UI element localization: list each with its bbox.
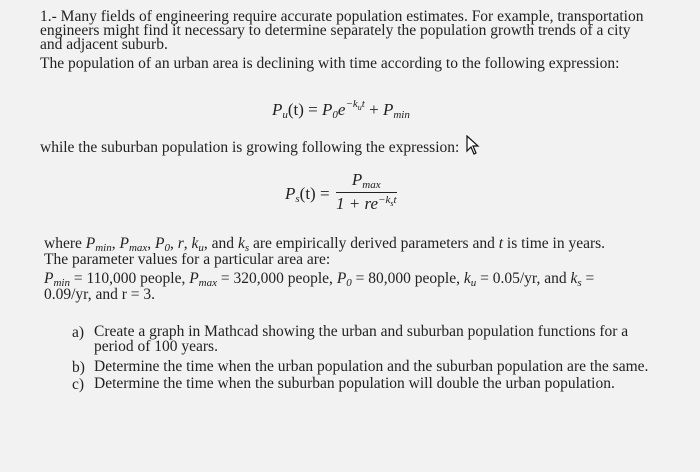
task-b-line-1: Determine the time when the urban population and the suburban population are the same. <box>94 358 649 375</box>
param-symbol: k <box>463 270 471 287</box>
params-text: , <box>169 235 178 252</box>
params-text: , <box>147 235 156 252</box>
eq-subscript: u <box>357 103 362 112</box>
suburban-equation-lhs <box>285 184 330 205</box>
suburban-sentence: while the suburban population is growing following the expression: <box>40 139 460 156</box>
eq-symbol: e <box>337 100 346 119</box>
param-subscript: min <box>95 242 112 254</box>
fraction-denominator <box>336 193 397 214</box>
param-value: = 110,000 people, <box>69 270 190 287</box>
eq-symbol: P <box>285 184 296 203</box>
params-text: where <box>44 235 86 252</box>
eq-exponent: t <box>361 98 365 110</box>
param-subscript: u <box>470 277 477 289</box>
eq-exponent: −k <box>378 194 391 206</box>
task-a-line-2: period of 100 years. <box>94 338 218 355</box>
params-text: is time in years. <box>503 235 606 252</box>
eq-symbol: 1 + re <box>336 194 379 213</box>
eq-subscript: u <box>282 109 288 121</box>
mouse-cursor-icon <box>466 135 480 155</box>
param-symbol: k <box>237 235 245 252</box>
param-symbol: t <box>498 235 504 252</box>
params-text: , and <box>203 235 238 252</box>
param-symbol: P <box>336 270 347 287</box>
param-symbol: P <box>44 270 54 287</box>
param-value: = <box>581 270 595 287</box>
param-symbol: r <box>177 235 184 252</box>
param-subscript: s <box>577 277 582 289</box>
param-subscript: max <box>128 242 148 254</box>
eq-subscript: s <box>390 199 394 208</box>
urban-equation <box>272 98 410 121</box>
eq-symbol: P <box>322 100 333 119</box>
intro-line-3: and adjacent suburb. <box>40 36 168 53</box>
param-symbol: k <box>570 270 578 287</box>
eq-subscript: s <box>295 193 300 205</box>
params-text: are empirically derived parameters and <box>249 235 499 252</box>
eq-exponent: t <box>393 194 397 206</box>
task-c-line-1: Determine the time when the suburban population will double the urban population. <box>94 375 615 392</box>
values-line-2: 0.09/yr, and r = 3. <box>44 286 156 303</box>
eq-symbol: P <box>272 100 283 119</box>
task-a-line-1: Create a graph in Mathcad showing the urban and suburban population functions for a <box>94 323 629 340</box>
param-subscript: s <box>244 242 250 254</box>
intro-line-2: engineers might find it necessary to determine separately the population growth trends of a city <box>40 22 631 39</box>
params-text: , <box>111 235 120 252</box>
param-value: = 320,000 people, <box>217 270 337 287</box>
params-text: , <box>183 235 192 252</box>
intro-line-1: 1.- Many fields of engineering require accurate population estimates. For example, transportation <box>40 8 644 25</box>
param-subscript: 0 <box>164 242 170 254</box>
eq-argument: (t) = <box>299 184 330 203</box>
eq-exponent: −k <box>345 98 358 110</box>
param-subscript: 0 <box>346 277 352 289</box>
params-line-2: The parameter values for a particular area are: <box>44 251 331 268</box>
param-subscript: min <box>53 277 70 289</box>
fraction-numerator <box>336 170 397 193</box>
param-symbol: k <box>191 235 199 252</box>
urban-sentence: The population of an urban area is declining with time according to the following expression: <box>40 55 620 72</box>
task-b-label: b) <box>72 359 85 376</box>
param-symbol: P <box>85 235 96 252</box>
eq-subscript: 0 <box>332 109 338 121</box>
eq-subscript: max <box>362 179 381 191</box>
param-subscript: u <box>198 242 204 254</box>
eq-operator: + <box>364 100 383 119</box>
eq-subscript: min <box>393 109 410 121</box>
task-c-label: c) <box>72 376 85 393</box>
param-subscript: max <box>198 277 217 289</box>
param-symbol: P <box>155 235 165 252</box>
eq-symbol: P <box>351 170 363 189</box>
param-value: = 80,000 people, <box>351 270 464 287</box>
task-a-label: a) <box>72 324 85 341</box>
param-symbol: P <box>119 235 129 252</box>
eq-argument: (t) = <box>287 100 323 119</box>
param-value: = 0.05/yr, and <box>476 270 571 287</box>
param-symbol: P <box>189 270 199 287</box>
eq-symbol: P <box>382 100 394 119</box>
suburban-equation-fraction <box>336 170 397 214</box>
